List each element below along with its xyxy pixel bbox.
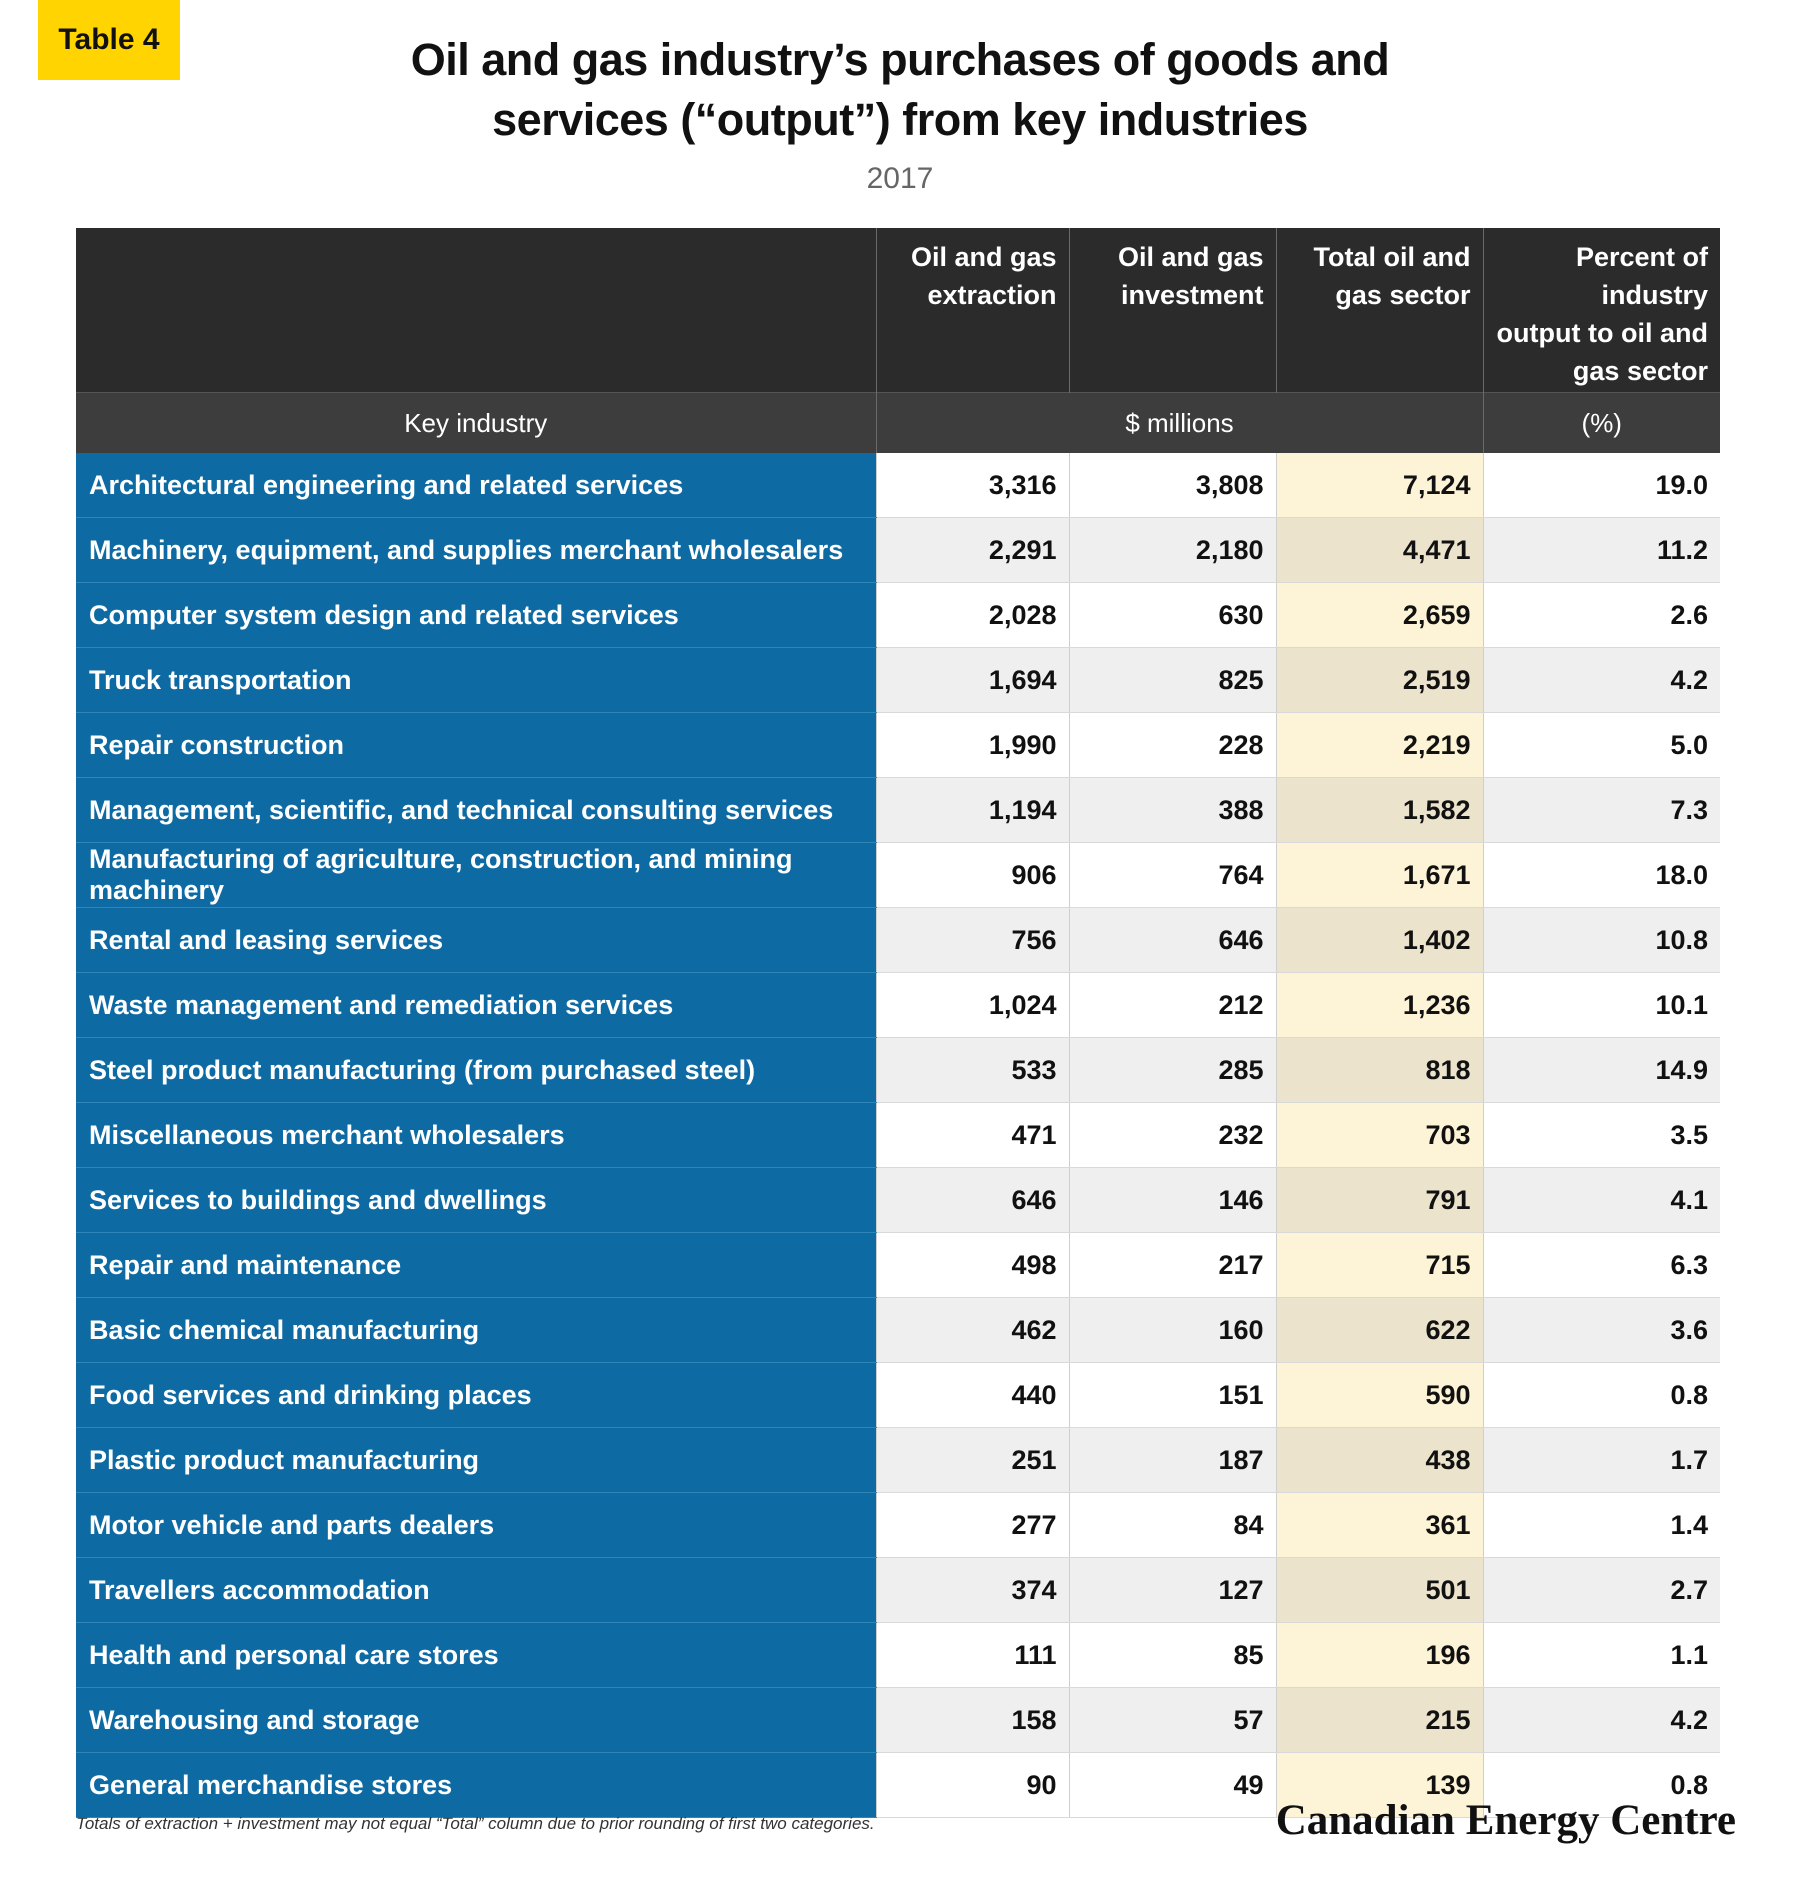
cell-total: 4,471	[1276, 518, 1483, 583]
cell-investment: 232	[1069, 1103, 1276, 1168]
cell-total: 139	[1276, 1753, 1483, 1818]
cell-extraction: 374	[876, 1558, 1069, 1623]
cell-total: 438	[1276, 1428, 1483, 1493]
cell-industry: Computer system design and related services	[76, 583, 876, 648]
units-millions: $ millions	[876, 393, 1483, 454]
cell-percent: 3.5	[1483, 1103, 1720, 1168]
cell-extraction: 1,990	[876, 713, 1069, 778]
cell-investment: 187	[1069, 1428, 1276, 1493]
table-row	[76, 1688, 1720, 1753]
table-row	[76, 518, 1720, 583]
cell-industry: Food services and drinking places	[76, 1363, 876, 1428]
cell-extraction: 3,316	[876, 453, 1069, 518]
cell-total: 1,582	[1276, 778, 1483, 843]
table-row	[76, 1298, 1720, 1363]
cell-industry: Management, scientific, and technical consulting services	[76, 778, 876, 843]
cell-percent: 1.1	[1483, 1623, 1720, 1688]
cell-investment: 160	[1069, 1298, 1276, 1363]
table-row	[76, 908, 1720, 973]
cell-total: 501	[1276, 1558, 1483, 1623]
cell-extraction: 462	[876, 1298, 1069, 1363]
cell-industry: Plastic product manufacturing	[76, 1428, 876, 1493]
units-percent: (%)	[1483, 393, 1720, 454]
cell-percent: 14.9	[1483, 1038, 1720, 1103]
cell-investment: 630	[1069, 583, 1276, 648]
cell-extraction: 440	[876, 1363, 1069, 1428]
cell-total: 622	[1276, 1298, 1483, 1363]
subtitle-year: 2017	[866, 162, 934, 195]
cell-percent: 2.7	[1483, 1558, 1720, 1623]
cell-percent: 2.6	[1483, 583, 1720, 648]
cell-extraction: 1,694	[876, 648, 1069, 713]
cell-extraction: 471	[876, 1103, 1069, 1168]
table-row	[76, 583, 1720, 648]
cell-investment: 212	[1069, 973, 1276, 1038]
cell-industry: Architectural engineering and related services	[76, 453, 876, 518]
data-table	[76, 228, 1720, 1818]
cell-total: 361	[1276, 1493, 1483, 1558]
cell-extraction: 251	[876, 1428, 1069, 1493]
cell-industry: General merchandise stores	[76, 1753, 876, 1818]
cell-investment: 646	[1069, 908, 1276, 973]
cell-extraction: 277	[876, 1493, 1069, 1558]
cell-extraction: 756	[876, 908, 1069, 973]
cell-investment: 57	[1069, 1688, 1276, 1753]
cell-industry: Steel product manufacturing (from purchased steel)	[76, 1038, 876, 1103]
cell-total: 703	[1276, 1103, 1483, 1168]
cell-extraction: 498	[876, 1233, 1069, 1298]
table-row	[76, 973, 1720, 1038]
table-row	[76, 843, 1720, 908]
cell-extraction: 90	[876, 1753, 1069, 1818]
cell-industry: Repair construction	[76, 713, 876, 778]
cell-industry: Truck transportation	[76, 648, 876, 713]
table-row	[76, 1168, 1720, 1233]
cell-investment: 764	[1069, 843, 1276, 908]
cell-investment: 85	[1069, 1623, 1276, 1688]
cell-industry: Machinery, equipment, and supplies merchant wholesalers	[76, 518, 876, 583]
cell-total: 791	[1276, 1168, 1483, 1233]
cell-total: 215	[1276, 1688, 1483, 1753]
title-line-1: Oil and gas industry’s purchases of goods and	[410, 34, 1390, 85]
cell-extraction: 646	[876, 1168, 1069, 1233]
cell-investment: 228	[1069, 713, 1276, 778]
header-extraction: Oil and gas extraction	[876, 228, 1069, 393]
cell-total: 2,519	[1276, 648, 1483, 713]
cell-investment: 3,808	[1069, 453, 1276, 518]
cell-extraction: 906	[876, 843, 1069, 908]
cell-percent: 4.2	[1483, 648, 1720, 713]
cell-extraction: 2,291	[876, 518, 1069, 583]
header-investment: Oil and gas investment	[1069, 228, 1276, 393]
cell-industry: Services to buildings and dwellings	[76, 1168, 876, 1233]
cell-investment: 49	[1069, 1753, 1276, 1818]
cell-percent: 1.4	[1483, 1493, 1720, 1558]
cell-investment: 84	[1069, 1493, 1276, 1558]
cell-industry: Travellers accommodation	[76, 1558, 876, 1623]
cell-industry: Repair and maintenance	[76, 1233, 876, 1298]
cell-extraction: 533	[876, 1038, 1069, 1103]
cell-percent: 5.0	[1483, 713, 1720, 778]
header-blank	[76, 228, 876, 393]
footnote: Totals of extraction + investment may not equal “Total” column due to prior rounding of first two categories.	[76, 1814, 875, 1833]
cell-investment: 217	[1069, 1233, 1276, 1298]
table-badge: Table 4	[38, 0, 180, 80]
cell-extraction: 111	[876, 1623, 1069, 1688]
table-row	[76, 1103, 1720, 1168]
cell-percent: 3.6	[1483, 1298, 1720, 1363]
cell-extraction: 158	[876, 1688, 1069, 1753]
table-row	[76, 648, 1720, 713]
cell-industry: Rental and leasing services	[76, 908, 876, 973]
cell-percent: 19.0	[1483, 453, 1720, 518]
cell-total: 590	[1276, 1363, 1483, 1428]
cell-total: 7,124	[1276, 453, 1483, 518]
cell-total: 715	[1276, 1233, 1483, 1298]
cell-percent: 18.0	[1483, 843, 1720, 908]
cell-industry: Warehousing and storage	[76, 1688, 876, 1753]
cell-percent: 6.3	[1483, 1233, 1720, 1298]
cell-investment: 2,180	[1069, 518, 1276, 583]
cell-total: 2,659	[1276, 583, 1483, 648]
brand-logo: Canadian Energy Centre	[1275, 1797, 1736, 1844]
header-percent: Percent of industry output to oil and gas sector	[1483, 228, 1720, 393]
cell-total: 2,219	[1276, 713, 1483, 778]
page-title	[200, 30, 1600, 150]
cell-percent: 7.3	[1483, 778, 1720, 843]
table-row	[76, 453, 1720, 518]
cell-industry: Health and personal care stores	[76, 1623, 876, 1688]
cell-percent: 4.2	[1483, 1688, 1720, 1753]
cell-total: 1,402	[1276, 908, 1483, 973]
cell-extraction: 1,024	[876, 973, 1069, 1038]
table-row	[76, 1038, 1720, 1103]
cell-investment: 151	[1069, 1363, 1276, 1428]
cell-industry: Manufacturing of agriculture, construction, and mining machinery	[76, 843, 876, 908]
cell-investment: 285	[1069, 1038, 1276, 1103]
cell-percent: 4.1	[1483, 1168, 1720, 1233]
header-total: Total oil and gas sector	[1276, 228, 1483, 393]
cell-industry: Motor vehicle and parts dealers	[76, 1493, 876, 1558]
cell-investment: 825	[1069, 648, 1276, 713]
cell-percent: 10.1	[1483, 973, 1720, 1038]
cell-industry: Basic chemical manufacturing	[76, 1298, 876, 1363]
cell-industry: Waste management and remediation services	[76, 973, 876, 1038]
cell-total: 196	[1276, 1623, 1483, 1688]
cell-percent: 1.7	[1483, 1428, 1720, 1493]
table-row	[76, 1428, 1720, 1493]
table-row	[76, 1493, 1720, 1558]
cell-extraction: 1,194	[876, 778, 1069, 843]
cell-investment: 146	[1069, 1168, 1276, 1233]
cell-extraction: 2,028	[876, 583, 1069, 648]
cell-investment: 388	[1069, 778, 1276, 843]
header-row	[76, 228, 1720, 393]
cell-industry: Miscellaneous merchant wholesalers	[76, 1103, 876, 1168]
cell-percent: 0.8	[1483, 1753, 1720, 1818]
table-row	[76, 778, 1720, 843]
cell-percent: 11.2	[1483, 518, 1720, 583]
cell-total: 1,671	[1276, 843, 1483, 908]
cell-investment: 127	[1069, 1558, 1276, 1623]
cell-percent: 10.8	[1483, 908, 1720, 973]
units-row	[76, 393, 1720, 454]
table-body	[76, 453, 1720, 1818]
table-row	[76, 1363, 1720, 1428]
title-line-2: services (“output”) from key industries	[492, 94, 1308, 145]
cell-total: 1,236	[1276, 973, 1483, 1038]
table-row	[76, 713, 1720, 778]
table-row	[76, 1623, 1720, 1688]
cell-percent: 0.8	[1483, 1363, 1720, 1428]
table-row	[76, 1233, 1720, 1298]
units-key-industry: Key industry	[76, 393, 876, 454]
table-row	[76, 1558, 1720, 1623]
cell-total: 818	[1276, 1038, 1483, 1103]
